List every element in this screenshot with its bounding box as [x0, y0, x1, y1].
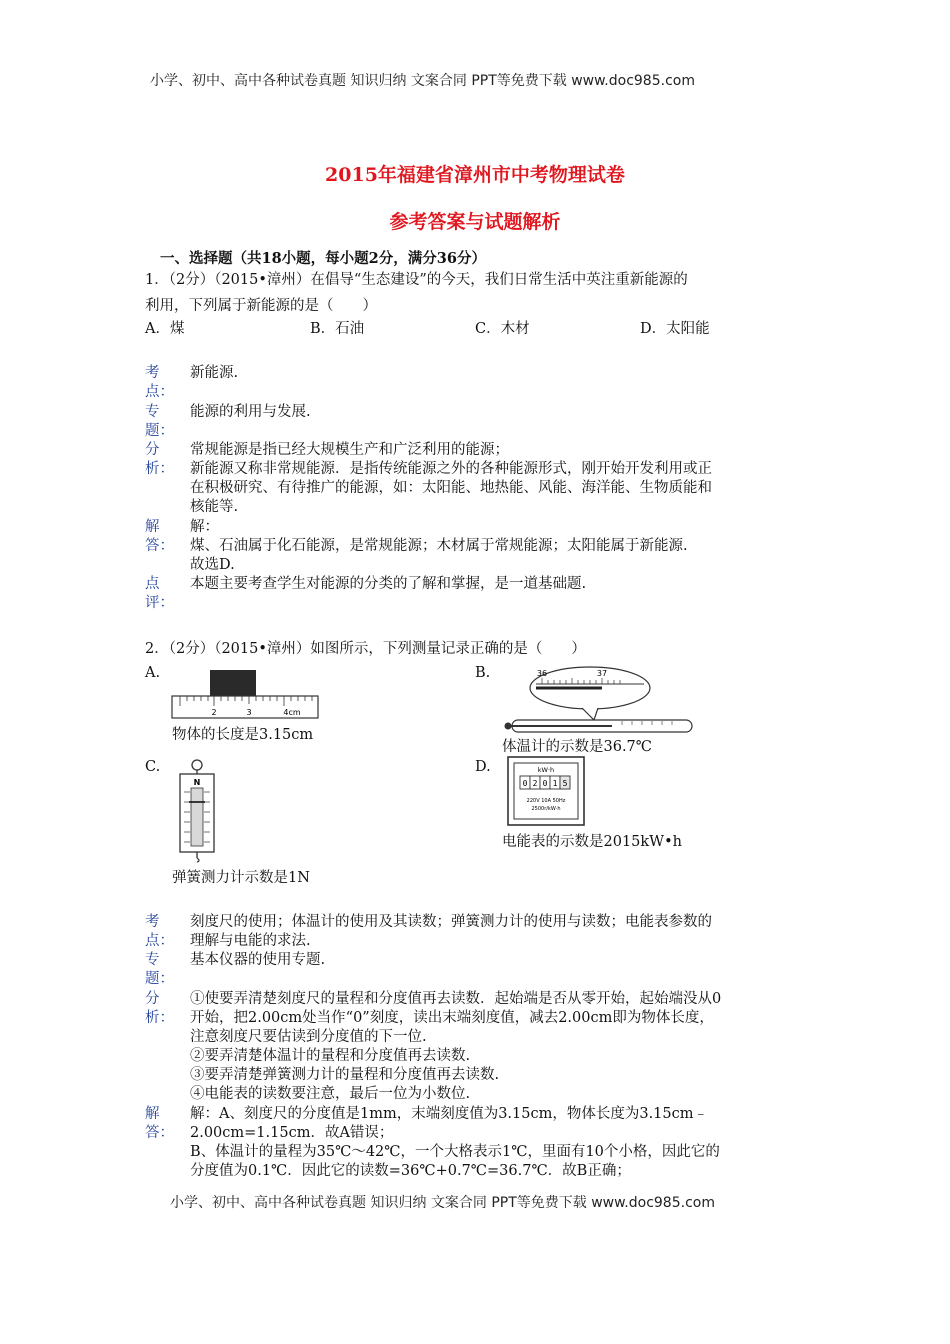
q2-jieda-line1: 解：A、刻度尺的分度值是1mm，末端刻度值为3.15cm，物体长度为3.15cm﹣ — [190, 1106, 709, 1122]
q2-kaodian-line1: 刻度尺的使用；体温计的使用及其读数；弹簧测力计的使用与读数；电能表参数的 — [190, 914, 712, 930]
q1-jieda-line2: 煤、石油属于化石能源，是常规能源；木材属于常规能源；太阳能属于新能源. — [190, 538, 688, 554]
q2-fenxi-line4: ②要弄清楚体温计的量程和分度值再去读数. — [190, 1048, 471, 1064]
q1-fenxi-line4: 核能等. — [190, 499, 239, 515]
q2-caption-a: 物体的长度是3.15cm — [172, 727, 314, 743]
q2-option-b-label: B. — [475, 665, 491, 681]
spring-scale-figure — [170, 758, 230, 862]
q2-fenxi-line1: ①使要弄清楚刻度尺的量程和分度值再去读数．起始端是否从零开始，起始端没从0 — [190, 991, 722, 1007]
q2-fenxi-line2: 开始，把2.00cm处当作“0”刻度，读出末端刻度值，减去2.00cm即为物体长度， — [190, 1010, 714, 1026]
q2-option-d-label: D. — [475, 759, 491, 775]
q2-zhuanti: 基本仪器的使用专题. — [190, 952, 326, 968]
q2-kaodian-label: 考点： — [145, 914, 174, 949]
q1-dianping: 本题主要考查学生对能源的分类的了解和掌握，是一道基础题. — [190, 576, 587, 592]
q1-kaodian-label: 考点： — [145, 365, 174, 400]
q1-fenxi-label: 分析： — [145, 442, 174, 477]
q2-caption-b: 体温计的示数是36.7℃ — [502, 739, 653, 755]
q2-fenxi-line5: ③要弄清楚弹簧测力计的量程和分度值再去读数. — [190, 1067, 500, 1083]
q2-option-a-label: A. — [145, 665, 161, 681]
ruler-figure — [170, 668, 320, 722]
q2-jieda-label: 解答： — [145, 1106, 174, 1141]
header-banner: 小学、初中、高中各种试卷真题 知识归纳 文案合同 PPT等免费下载 www.doc985.com — [150, 73, 695, 89]
q1-option-a: A．煤 — [145, 321, 185, 337]
thermo-tick-36: 36 — [536, 669, 548, 678]
q2-jieda-line4: 分度值为0.1℃．因此它的读数=36℃+0.7℃=36.7℃．故B正确； — [190, 1163, 631, 1179]
ruler-tick-4cm: 4cm — [283, 708, 301, 717]
q2-jieda-line3: B、体温计的量程为35℃～42℃，一个大格表示1℃，里面有10个小格，因此它的 — [190, 1144, 720, 1160]
page-title: 2015年福建省漳州市中考物理试卷 — [325, 164, 625, 186]
meter-digit-3: 0 — [542, 779, 548, 788]
q2-option-c-label: C. — [145, 759, 161, 775]
q1-kaodian: 新能源. — [190, 365, 239, 381]
meter-digit-2: 2 — [532, 779, 538, 788]
section-heading: 一、选择题（共18小题，每小题2分，满分36分） — [160, 250, 486, 267]
q2-fenxi-label: 分析： — [145, 991, 174, 1026]
thermometer-figure — [502, 664, 698, 736]
q2-zhuanti-label: 专题： — [145, 952, 174, 987]
q2-fenxi-line6: ④电能表的读数要注意，最后一位为小数位. — [190, 1086, 471, 1102]
q2-kaodian-line2: 理解与电能的求法. — [190, 933, 311, 949]
q1-dianping-label: 点评： — [145, 576, 174, 611]
measured-block — [210, 670, 256, 696]
spring-scale-ring — [192, 760, 202, 770]
q1-stem-line2: 利用，下列属于新能源的是（ ） — [145, 298, 377, 314]
footer-banner: 小学、初中、高中各种试卷真题 知识归纳 文案合同 PPT等免费下载 www.doc985.com — [170, 1195, 715, 1211]
meter-spec-2: 2500r/kW·h — [531, 806, 561, 812]
ruler-tick-3: 3 — [246, 708, 252, 717]
q2-jieda-line2: 2.00cm=1.15cm．故A错误； — [190, 1125, 394, 1141]
q2-caption-c: 弹簧测力计示数是1N — [172, 870, 310, 886]
q1-fenxi-line1: 常规能源是指已经大规模生产和广泛利用的能源； — [190, 442, 509, 458]
q1-option-b: B．石油 — [310, 321, 365, 337]
q1-stem-line1: 1．（2分）（2015•漳州）在倡导“生态建设”的今天，我们日常生活中英注重新能源的 — [145, 272, 688, 288]
q1-zhuanti-label: 专题： — [145, 404, 174, 439]
spring-scale-unit: N — [193, 778, 201, 787]
meter-unit-label: kW·h — [537, 766, 555, 774]
q2-stem: 2．（2分）（2015•漳州）如图所示，下列测量记录正确的是（ ） — [145, 641, 586, 657]
q2-fenxi-line3: 注意刻度尺要估读到分度值的下一位. — [190, 1029, 427, 1045]
q1-zhuanti: 能源的利用与发展. — [190, 404, 311, 420]
thermo-tick-37: 37 — [596, 669, 608, 678]
meter-digit-4: 1 — [552, 779, 558, 788]
q1-jieda-line1: 解： — [190, 519, 219, 535]
meter-digit-1: 0 — [522, 779, 528, 788]
q1-option-c: C．木材 — [475, 321, 530, 337]
meter-spec-1: 220V 10A 50Hz — [526, 798, 566, 804]
ruler-tick-2: 2 — [211, 708, 217, 717]
page-subtitle: 参考答案与试题解析 — [389, 211, 561, 233]
meter-digit-5: 5 — [562, 779, 568, 788]
thermometer-bulb — [505, 723, 512, 730]
q1-jieda-label: 解答： — [145, 519, 174, 554]
q1-option-d: D．太阳能 — [640, 321, 710, 337]
q2-caption-d: 电能表的示数是2015kW•h — [502, 834, 682, 850]
q1-fenxi-line3: 在积极研究、有待推广的能源，如：太阳能、地热能、风能、海洋能、生物质能和 — [190, 480, 712, 496]
q1-jieda-line3: 故选D. — [190, 557, 235, 573]
q1-fenxi-line2: 新能源又称非常规能源．是指传统能源之外的各种能源形式，刚开始开发利用或正 — [190, 461, 712, 477]
electric-meter-figure — [506, 755, 586, 827]
